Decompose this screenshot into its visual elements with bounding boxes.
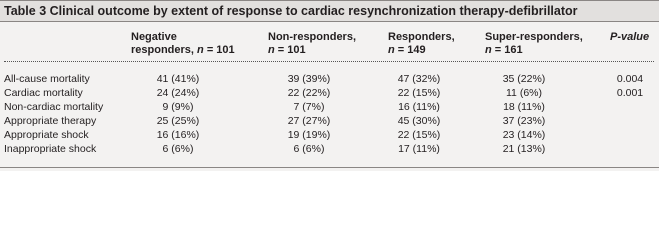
- table-row: [0, 73, 659, 85]
- table-row: [0, 101, 659, 113]
- table-title: Table 3 Clinical outcome by extent of response to cardiac resynchronization therapy-defibrillator: [4, 4, 578, 18]
- header-line2: [268, 44, 356, 57]
- header-line1: Responders,: [388, 31, 455, 43]
- cell: 6 (6%): [162, 143, 194, 155]
- row-label: Non-cardiac mortality: [4, 101, 104, 113]
- cell: 24 (24%): [156, 87, 200, 99]
- header-line2: [388, 44, 455, 57]
- header-p-value: [610, 31, 649, 44]
- cell: 22 (15%): [397, 129, 441, 141]
- table-row: [0, 87, 659, 99]
- header-n-value: = 101: [274, 44, 306, 56]
- table-bottom-rule: [0, 167, 659, 168]
- row-label: Cardiac mortality: [4, 87, 83, 99]
- header-line2: [485, 44, 583, 57]
- row-label: All-cause mortality: [4, 73, 90, 85]
- cell: 22 (22%): [287, 87, 331, 99]
- cell: 0.001: [616, 87, 644, 99]
- header-negative-responders: [131, 31, 235, 57]
- row-label: Appropriate therapy: [4, 115, 97, 127]
- row-label: Inappropriate shock: [4, 143, 97, 155]
- cell: 41 (41%): [156, 73, 200, 85]
- header-n-value: = 149: [394, 44, 426, 56]
- header-n-value: = 161: [491, 44, 523, 56]
- cell: 21 (13%): [502, 143, 546, 155]
- header-line1: Negative: [131, 31, 177, 43]
- header-responders: [388, 31, 455, 57]
- cell: 35 (22%): [502, 73, 546, 85]
- header-super-responders: [485, 31, 583, 57]
- header-n-value: = 101: [203, 44, 235, 56]
- header-n-label: n: [388, 44, 395, 56]
- header-prefix: responders,: [131, 44, 198, 56]
- table-row: [0, 129, 659, 141]
- cell: 7 (7%): [293, 101, 325, 113]
- table-row: [0, 115, 659, 127]
- header-line1: [610, 31, 649, 44]
- header-line1: Non-responders,: [268, 31, 357, 43]
- cell: 22 (15%): [397, 87, 441, 99]
- header-n-label: n: [485, 44, 492, 56]
- cell: 23 (14%): [502, 129, 546, 141]
- header-n-label: n: [268, 44, 275, 56]
- cell: 16 (11%): [398, 101, 440, 113]
- cell: 16 (16%): [156, 129, 200, 141]
- cell: 19 (19%): [287, 129, 331, 141]
- row-label: Appropriate shock: [4, 129, 89, 141]
- header-divider: [4, 61, 654, 62]
- header-p-label: P-value: [610, 31, 650, 43]
- table-row: [0, 143, 659, 155]
- cell: 39 (39%): [287, 73, 331, 85]
- cell: 37 (23%): [502, 115, 546, 127]
- cell: 11 (6%): [506, 87, 542, 99]
- cell: 27 (27%): [287, 115, 331, 127]
- cell: 47 (32%): [397, 73, 441, 85]
- header-line1: Super-responders,: [485, 31, 583, 43]
- cell: 9 (9%): [162, 101, 194, 113]
- cell: 6 (6%): [293, 143, 325, 155]
- cell: 18 (11%): [503, 101, 545, 113]
- header-n-label: n: [197, 44, 204, 56]
- header-non-responders: [268, 31, 356, 57]
- cell: 0.004: [616, 73, 644, 85]
- cell: 45 (30%): [397, 115, 441, 127]
- cell: 17 (11%): [398, 143, 440, 155]
- header-line2: [131, 44, 235, 57]
- title-bar: [0, 0, 659, 22]
- cell: 25 (25%): [156, 115, 200, 127]
